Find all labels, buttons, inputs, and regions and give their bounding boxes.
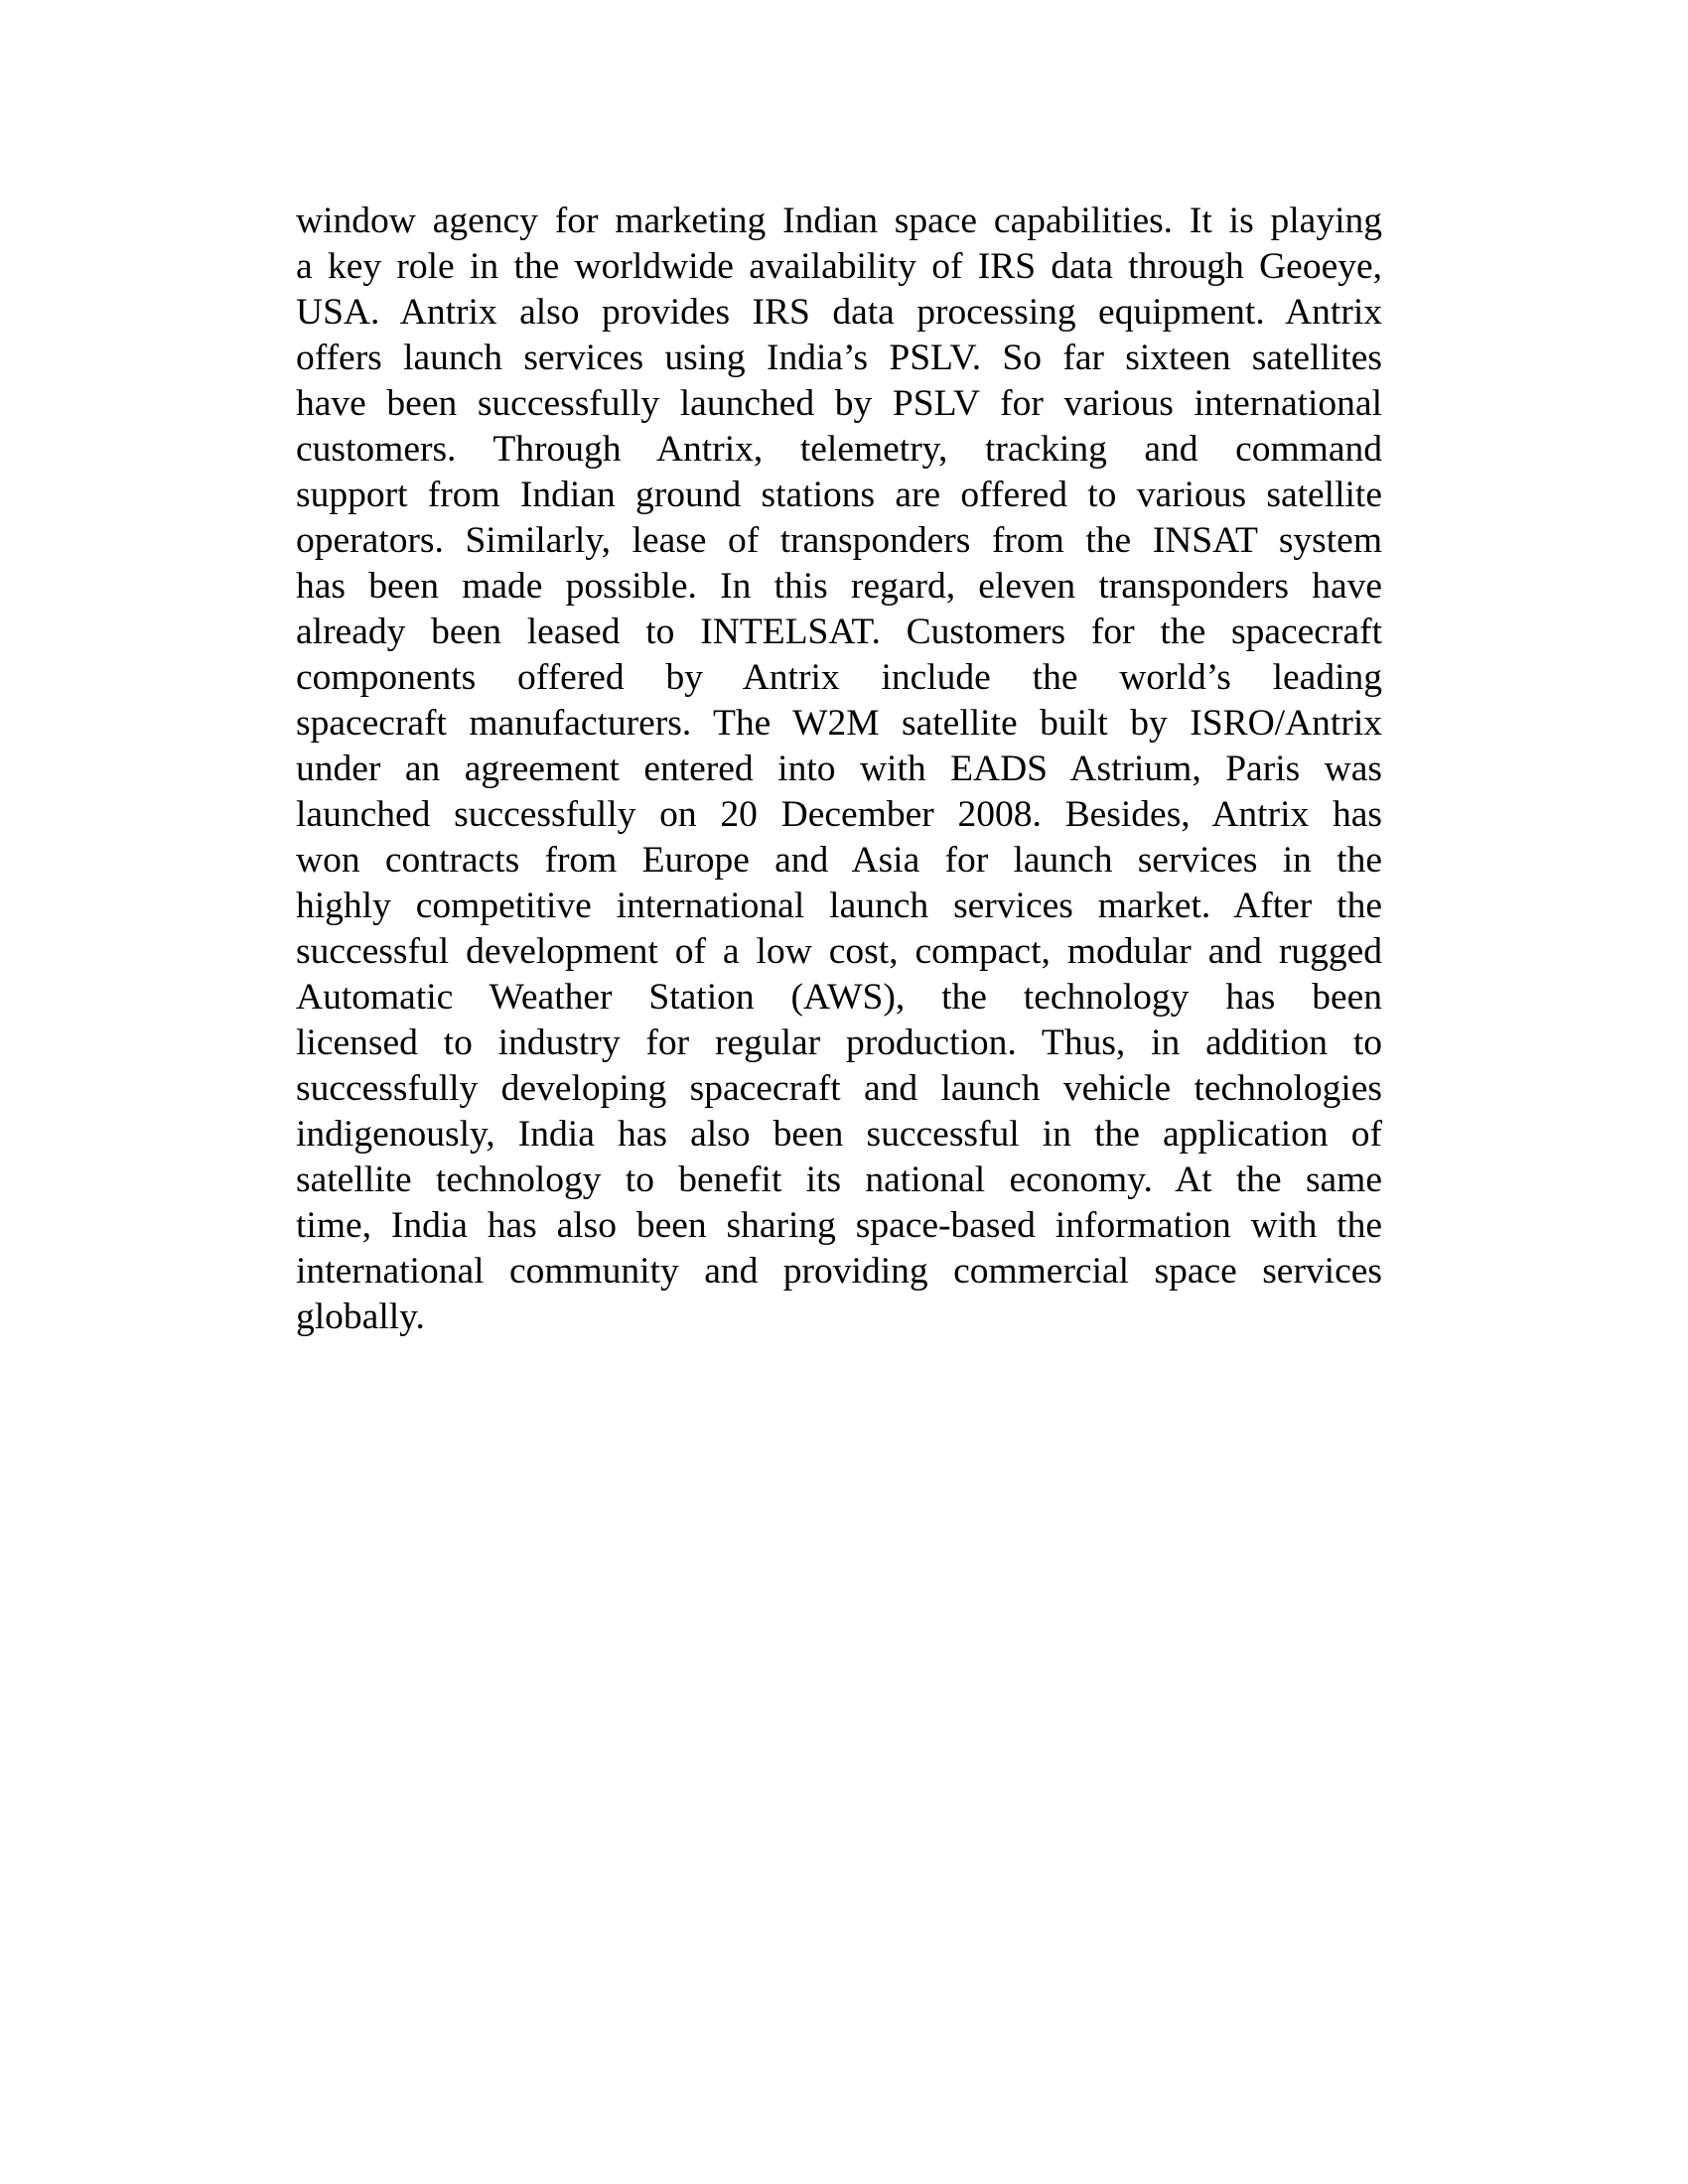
- text-line: spacecraft manufacturers. The W2M satellite built by ISRO/Antrix: [296, 703, 1382, 744]
- text-line: operators. Similarly, lease of transponders from the INSAT system: [296, 520, 1382, 561]
- text-line: launched successfully on 20 December 2008. Besides, Antrix has: [296, 794, 1382, 835]
- text-line: Automatic Weather Station (AWS), the technology has been: [296, 977, 1382, 1018]
- text-line: already been leased to INTELSAT. Customers for the spacecraft: [296, 612, 1382, 652]
- text-line: successfully developing spacecraft and launch vehicle technologies: [296, 1068, 1382, 1109]
- text-line: USA. Antrix also provides IRS data processing equipment. Antrix: [296, 292, 1382, 333]
- text-line: won contracts from Europe and Asia for launch services in the: [296, 840, 1382, 881]
- text-line: components offered by Antrix include the world’s leading: [296, 657, 1382, 698]
- text-line: globally.: [296, 1297, 425, 1337]
- text-line: time, India has also been sharing space-based information with the: [296, 1205, 1382, 1246]
- body-paragraph: [296, 199, 1382, 1340]
- text-line: window agency for marketing Indian space capabilities. It is playing: [296, 201, 1382, 241]
- text-line: satellite technology to benefit its national economy. At the same: [296, 1160, 1382, 1200]
- text-line: successful development of a low cost, compact, modular and rugged: [296, 931, 1382, 972]
- text-line: under an agreement entered into with EADS Astrium, Paris was: [296, 749, 1382, 789]
- text-line: international community and providing commercial space services: [296, 1251, 1382, 1292]
- text-line: offers launch services using India’s PSLV. So far sixteen satellites: [296, 338, 1382, 378]
- text-line: highly competitive international launch services market. After the: [296, 886, 1382, 926]
- text-line: a key role in the worldwide availability of IRS data through Geoeye,: [296, 246, 1382, 287]
- text-line: has been made possible. In this regard, eleven transponders have: [296, 566, 1382, 607]
- text-line: have been successfully launched by PSLV for various international: [296, 383, 1382, 424]
- text-line: customers. Through Antrix, telemetry, tracking and command: [296, 429, 1382, 470]
- text-line: licensed to industry for regular production. Thus, in addition to: [296, 1023, 1382, 1063]
- text-line: support from Indian ground stations are offered to various satellite: [296, 475, 1382, 515]
- text-line: indigenously, India has also been successful in the application of: [296, 1114, 1382, 1155]
